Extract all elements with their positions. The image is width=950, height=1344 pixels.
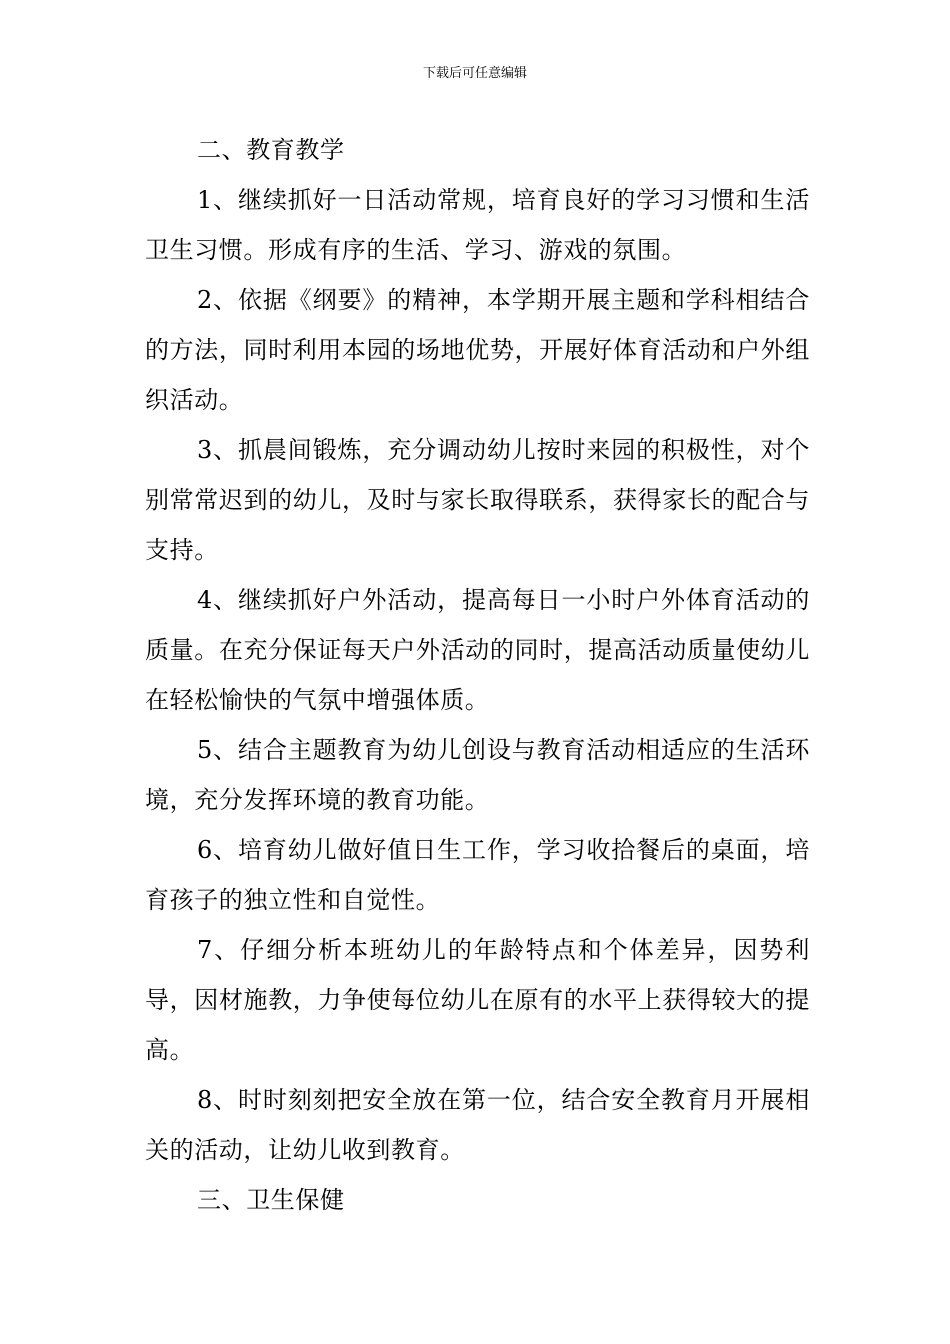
page-header-note: 下载后可任意编辑 [422, 66, 527, 81]
paragraph-item-6: 6、培育幼儿做好值日生工作，学习收拾餐后的桌面，培育孩子的独立性和自觉性。 [145, 836, 810, 914]
paragraph-item-4: 4、继续抓好户外活动，提高每日一小时户外体育活动的质量。在充分保证每天户外活动的同时，提高活动质量使幼儿在轻松愉快的气氛中增强体质。 [145, 586, 810, 714]
paragraph-item-5: 5、结合主题教育为幼儿创设与教育活动相适应的生活环境，充分发挥环境的教育功能。 [145, 736, 810, 814]
paragraph-item-3: 3、抓晨间锻炼，充分调动幼儿按时来园的积极性，对个别常常迟到的幼儿，及时与家长取得联系，获得家长的配合与支持。 [145, 436, 810, 564]
paragraph-item-1: 1、继续抓好一日活动常规，培育良好的学习习惯和生活卫生习惯。形成有序的生活、学习、游戏的氛围。 [145, 186, 810, 264]
section-heading-health: 三、卫生保健 [197, 1186, 345, 1214]
document-body [145, 125, 810, 1225]
paragraph-item-7: 7、仔细分析本班幼儿的年龄特点和个体差异，因势利导，因材施教，力争使每位幼儿在原有的水平上获得较大的提高。 [145, 936, 810, 1064]
section-heading-education: 二、教育教学 [197, 136, 345, 164]
paragraph-item-2: 2、依据《纲要》的精神，本学期开展主题和学科相结合的方法，同时利用本园的场地优势，开展好体育活动和户外组织活动。 [145, 286, 810, 414]
paragraph-item-8: 8、时时刻刻把安全放在第一位，结合安全教育月开展相关的活动，让幼儿收到教育。 [145, 1086, 810, 1164]
